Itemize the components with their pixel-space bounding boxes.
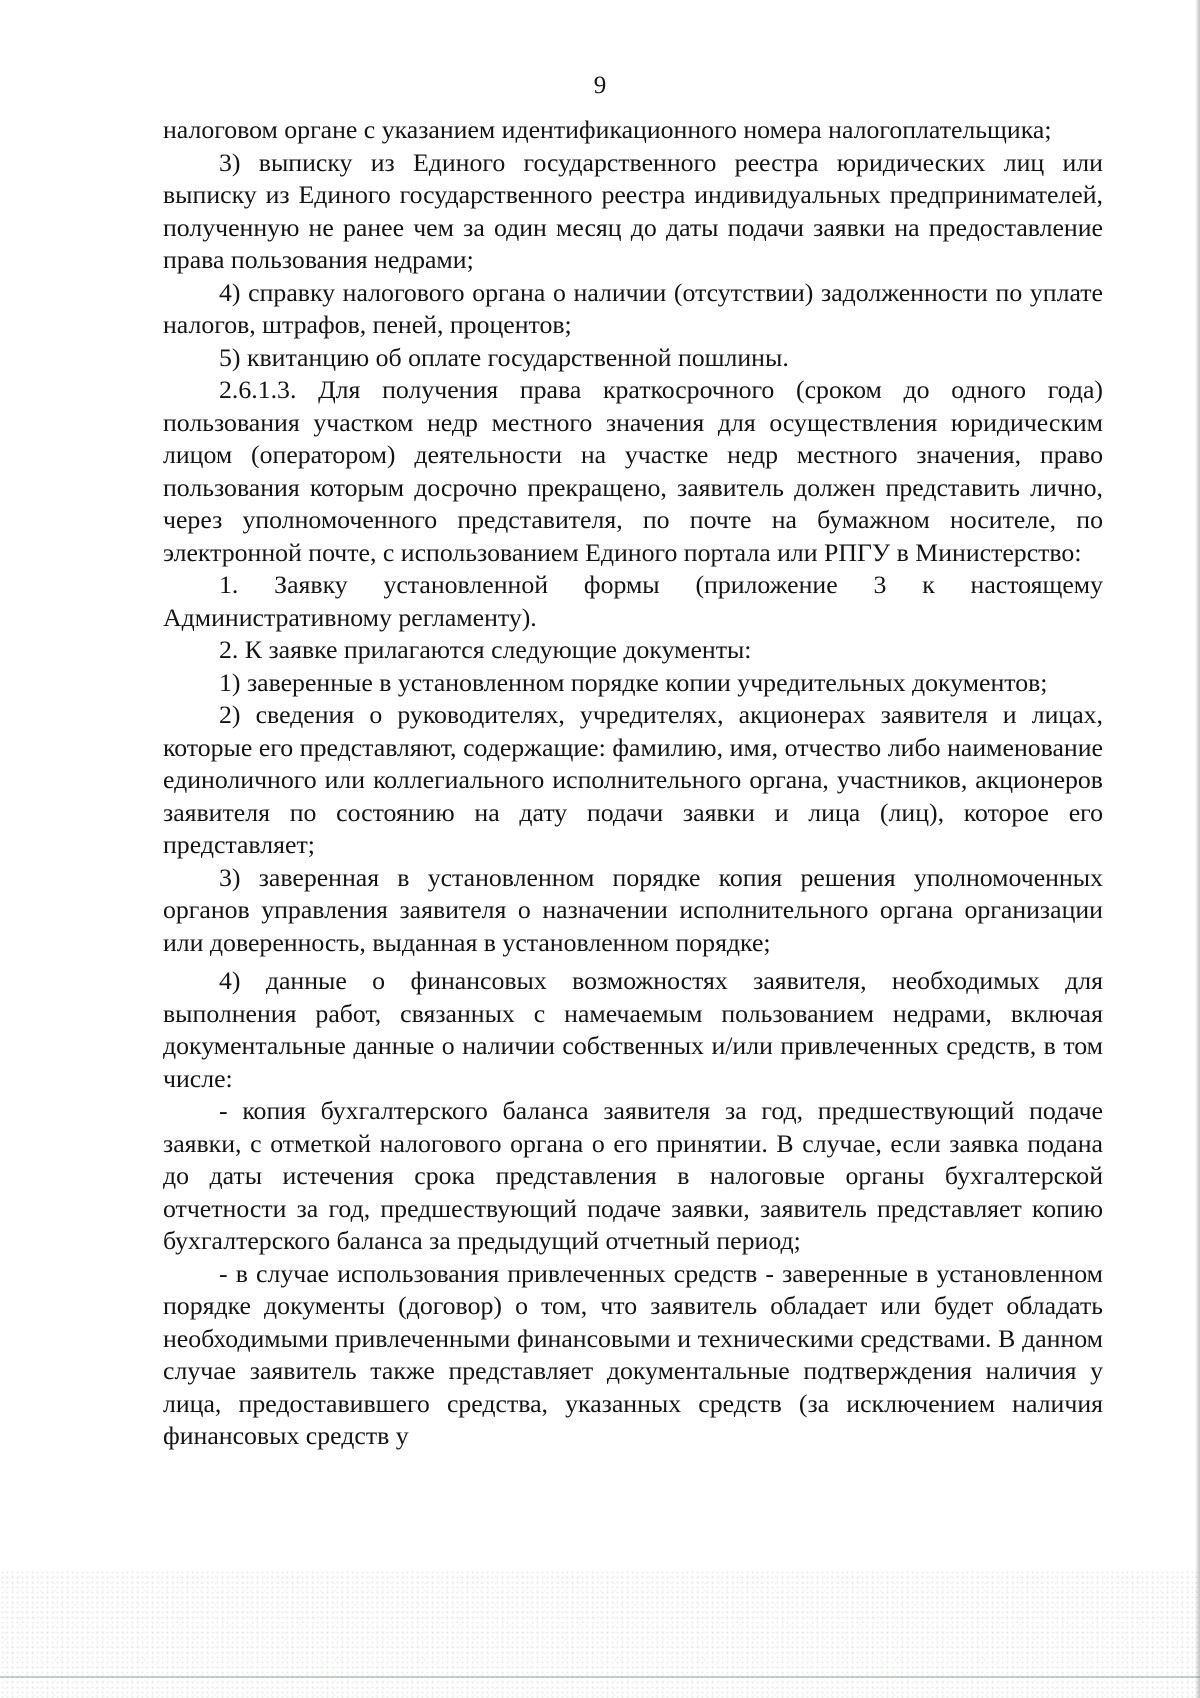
paragraph-item-4-tax-certificate: 4) справку налогового органа о наличии (отсутствии) задолженности по уплате налогов, штрафов, пеней, процентов; <box>163 277 1103 339</box>
scan-noise-bottom <box>0 1570 1200 1698</box>
page-number: 9 <box>593 72 607 99</box>
scan-shadow-right <box>1195 0 1200 1698</box>
paragraph-doc-4-financial-capacity: 4) данные о финансовых возможностях заявителя, необходимых для выполнения работ, связанных с намечаемым пользованием недрами, включая документальные данные о наличии собственных и/или привлеченных средств, в том числе: <box>163 966 1103 1093</box>
paragraph-attached-documents: 2. К заявке прилагаются следующие документы: <box>219 635 752 664</box>
document-body <box>163 114 1103 1453</box>
paragraph-tin-continuation: налоговом органе с указанием идентификационного номера налогоплательщика; <box>163 115 1052 144</box>
paragraph-item-5-fee-receipt: 5) квитанцию об оплате государственной пошлины. <box>219 342 789 372</box>
paragraph-doc-2-management-info: 2) сведения о руководителях, учредителях, акционерах заявителя и лицах, которые его представляют, содержащие: фамилию, имя, отчество либо наименование единоличного или коллегиального исполнительного органа, участников, акционеров заявителя по состоянию на дату подачи заявки и лица (лиц), которое его представляет; <box>163 700 1103 859</box>
paragraph-item-3-registry-extract: 3) выписку из Единого государственного реестра юридических лиц или выписку из Единого государственного реестра индивидуальных предпринимателей, полученную не ранее чем за один месяц до даты подачи заявки на предоставление права пользования недрами; <box>163 147 1103 274</box>
scan-edge-line <box>0 1676 1200 1678</box>
paragraph-application-form: 1. Заявку установленной формы (приложение 3 к настоящему Административному регламенту). <box>163 570 1103 632</box>
paragraph-doc-1-charter-copies: 1) заверенные в установленном порядке копии учредительных документов; <box>219 667 1048 697</box>
paragraph-balance-sheet-copy: - копия бухгалтерского баланса заявителя за год, предшествующий подаче заявки, с отметкой налогового органа о его принятии. В случае, если заявка подана до даты истечения срока представления в налоговые органы бухгалтерской отчетности за год, предшествующий подаче заявки, заявитель представляет копию бухгалтерского баланса за предыдущий отчетный период; <box>163 1096 1103 1255</box>
paragraph-section-2-6-1-3: 2.6.1.3. Для получения права краткосрочного (сроком до одного года) пользования участком недр местного значения для осуществления юридическим лицом (оператором) деятельности на участке недр местного значения, право пользования которым досрочно прекращено, заявитель должен представить лично, через уполномоченного представителя, по почте на бумажном носителе, по электронной почте, с использованием Единого портала или РПГУ в Министерство: <box>163 375 1103 567</box>
paragraph-attracted-funds: - в случае использования привлеченных средств - заверенные в установленном порядке документы (договор) о том, что заявитель обладает или будет обладать необходимыми привлеченными финансовыми и техническими средствами. В данном случае заявитель также представляет документальные подтверждения наличия у лица, предоставившего средства, указанных средств (за исключением наличия финансовых средств у <box>163 1258 1103 1450</box>
paragraph-doc-3-executive-decision: 3) заверенная в установленном порядке копия решения уполномоченных органов управления заявителя о назначении исполнительного органа организации или доверенность, выданная в установленном порядке; <box>163 862 1103 957</box>
